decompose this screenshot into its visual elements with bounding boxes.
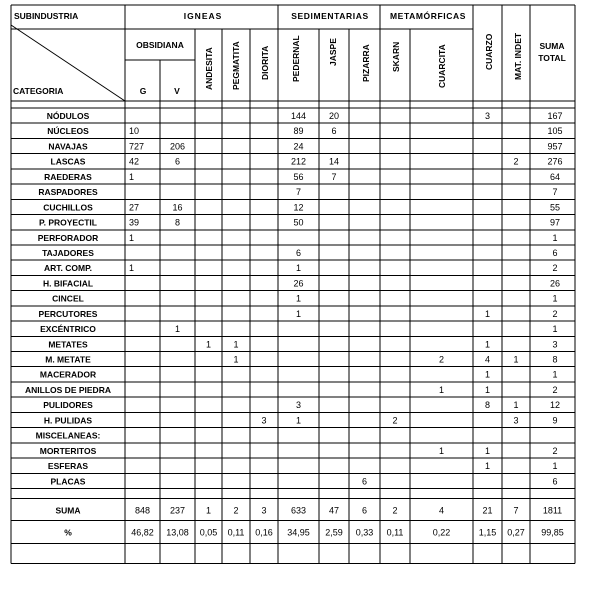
row-value: 6 — [174, 156, 181, 167]
header-cuarzo: CUARZO — [484, 33, 494, 70]
suma-value: 3 — [261, 505, 267, 516]
row-value: 42 — [129, 156, 140, 167]
percent-value: 0,27 — [507, 527, 525, 538]
row-value: 2 — [552, 263, 558, 274]
header-diorita: DIORITA — [260, 45, 270, 80]
suma-value: 2 — [392, 505, 398, 516]
row-label: PERCUTORES — [38, 308, 98, 319]
corner-label-categoria: CATEGORIA — [13, 86, 64, 96]
group-header-sedimentarias: SEDIMENTARIAS — [291, 11, 369, 21]
row-value: 1 — [484, 384, 491, 395]
corner-label-subindustria: SUBINDUSTRIA — [14, 11, 79, 21]
row-value: 6 — [361, 476, 368, 487]
row-value: 1 — [295, 415, 302, 426]
row-value: 24 — [293, 141, 304, 152]
row-value: 1 — [552, 293, 558, 304]
row-value: 727 — [129, 141, 145, 152]
row-label: NÚCLEOS — [47, 126, 89, 137]
percent-value: 0,11 — [227, 527, 245, 538]
row-value: 27 — [129, 202, 140, 213]
row-value: 26 — [293, 278, 304, 289]
row-value: 20 — [328, 111, 340, 121]
percent-value: 99,85 — [541, 527, 564, 538]
percent-value: 46,82 — [131, 527, 154, 538]
row-value: 1 — [438, 445, 445, 456]
row-value: 16 — [172, 202, 183, 213]
row-value: 1 — [129, 232, 135, 243]
row-value: 4 — [484, 354, 491, 365]
suma-row-label: SUMA — [55, 505, 81, 516]
row-value: 1 — [484, 339, 491, 350]
row-value: 64 — [549, 171, 561, 182]
row-label: MORTERITOS — [39, 445, 97, 456]
row-value: 167 — [547, 111, 563, 121]
row-label: H. PULIDAS — [43, 415, 93, 426]
row-value: 2 — [552, 308, 558, 319]
row-value: 3 — [295, 400, 302, 411]
row-label: NAVAJAS — [48, 141, 88, 152]
row-value: 6 — [552, 247, 558, 258]
percent-value: 0,33 — [355, 527, 374, 538]
row-value: 3 — [484, 111, 491, 121]
row-value: 97 — [549, 217, 561, 228]
row-value: 50 — [293, 217, 304, 228]
row-label: TAJADORES — [42, 247, 94, 258]
row-label: RAEDERAS — [44, 171, 92, 182]
row-label: PERFORADOR — [37, 232, 99, 243]
row-value: 8 — [552, 354, 558, 365]
row-label: ART. COMP. — [43, 263, 93, 274]
row-value: 39 — [129, 217, 140, 228]
suma-value: 633 — [290, 505, 307, 516]
row-label: RASPADORES — [38, 187, 98, 198]
obsidiana-sub-g: G — [139, 86, 147, 96]
row-value: 1 — [513, 354, 519, 365]
suma-value: 47 — [328, 505, 340, 516]
header-suma-total-line1: SUMA — [539, 41, 565, 51]
row-value: 3 — [552, 339, 558, 350]
row-value: 10 — [129, 126, 140, 137]
suma-value: 21 — [482, 505, 493, 516]
row-value: 6 — [331, 126, 337, 137]
row-value: 1 — [484, 461, 491, 472]
row-value: 1 — [513, 400, 519, 411]
header-suma-total-line2: TOTAL — [538, 53, 566, 63]
row-value: 89 — [293, 126, 304, 137]
row-label: MACERADOR — [39, 369, 97, 380]
suma-value: 237 — [169, 505, 186, 516]
header-jaspe: JASPE — [328, 38, 338, 66]
row-label: PLACAS — [50, 476, 86, 487]
suma-value: 7 — [513, 505, 519, 516]
obsidiana-sub-v: V — [174, 86, 180, 96]
row-label: ESFERAS — [47, 461, 89, 472]
row-value: 1 — [233, 339, 239, 350]
row-label: MISCELANEAS: — [35, 430, 101, 441]
row-value: 2 — [392, 415, 398, 426]
percent-value: 34,95 — [287, 527, 310, 538]
row-value: 8 — [174, 217, 181, 228]
row-value: 957 — [547, 141, 563, 152]
row-value: 2 — [552, 384, 558, 395]
row-value: 1 — [295, 308, 302, 319]
row-value: 14 — [328, 156, 340, 167]
row-label: P. PROYECTIL — [39, 217, 97, 228]
row-value: 3 — [261, 415, 267, 426]
percent-value: 0,16 — [255, 527, 273, 538]
row-value: 12 — [293, 202, 304, 213]
row-value: 6 — [552, 476, 558, 487]
row-value: 12 — [549, 400, 561, 411]
row-label: ANILLOS DE PIEDRA — [25, 384, 111, 395]
row-label: NÓDULOS — [46, 111, 90, 121]
row-value: 206 — [169, 141, 186, 152]
row-label: M. METATE — [45, 354, 91, 365]
row-value: 1 — [129, 263, 135, 274]
suma-value: 2 — [233, 505, 239, 516]
suma-value: 6 — [361, 505, 368, 516]
suma-value: 848 — [134, 505, 151, 516]
row-label: METATES — [48, 339, 88, 350]
percent-row-label: % — [64, 527, 72, 538]
row-value: 105 — [547, 126, 563, 137]
row-label: LASCAS — [50, 156, 86, 167]
header-andesita: ANDESITA — [204, 47, 214, 90]
row-value: 9 — [552, 415, 558, 426]
row-value: 1 — [552, 461, 558, 472]
percent-value: 2,59 — [325, 527, 343, 538]
row-value: 1 — [552, 324, 558, 335]
suma-value: 1 — [205, 505, 212, 516]
percent-value: 1,15 — [478, 527, 497, 538]
row-value: 6 — [295, 247, 302, 258]
row-value: 1 — [552, 369, 558, 380]
row-value: 56 — [293, 171, 304, 182]
suma-value: 4 — [438, 505, 445, 516]
header-skarn: SKARN — [391, 41, 401, 72]
row-value: 276 — [547, 156, 563, 167]
row-value: 1 — [129, 171, 135, 182]
row-value: 2 — [552, 445, 558, 456]
row-value: 1 — [233, 354, 239, 365]
row-value: 7 — [331, 171, 337, 182]
row-value: 1 — [295, 263, 302, 274]
row-value: 7 — [552, 187, 558, 198]
row-value: 26 — [549, 278, 561, 289]
row-label: EXCÉNTRICO — [40, 324, 96, 335]
row-value: 1 — [295, 293, 302, 304]
row-value: 2 — [513, 156, 519, 167]
group-header-igneas: IGNEAS — [183, 11, 223, 21]
header-mat-indet: MAT. INDET — [513, 32, 523, 80]
row-value: 8 — [484, 400, 491, 411]
row-value: 2 — [438, 354, 445, 365]
row-value: 1 — [174, 324, 181, 335]
percent-value: 13,08 — [166, 527, 189, 538]
row-value: 3 — [513, 415, 519, 426]
row-label: PULIDORES — [43, 400, 93, 411]
row-value: 212 — [290, 156, 307, 167]
header-cuarcita: CUARCITA — [437, 44, 447, 88]
percent-value: 0,05 — [199, 527, 218, 538]
row-value: 144 — [290, 111, 307, 121]
percent-value: 0,11 — [386, 527, 404, 538]
row-value: 1 — [205, 339, 212, 350]
group-header-metamorficas: METAMÓRFICAS — [390, 11, 466, 21]
row-value: 1 — [484, 369, 491, 380]
row-value: 1 — [484, 445, 491, 456]
header-pegmatita: PEGMATITA — [231, 41, 241, 90]
header-pizarra: PIZARRA — [361, 44, 371, 82]
row-value: 1 — [552, 232, 558, 243]
obsidiana-header: OBSIDIANA — [136, 40, 184, 50]
suma-value: 1811 — [542, 505, 563, 516]
row-value: 55 — [549, 202, 561, 213]
row-label: CINCEL — [52, 293, 84, 304]
row-label: H. BIFACIAL — [42, 278, 94, 289]
percent-value: 0,22 — [432, 527, 451, 538]
row-value: 1 — [484, 308, 491, 319]
row-label: CUCHILLOS — [43, 202, 93, 213]
header-pedernal: PEDERNAL — [291, 35, 301, 82]
row-value: 7 — [295, 187, 302, 198]
row-value: 1 — [438, 384, 445, 395]
